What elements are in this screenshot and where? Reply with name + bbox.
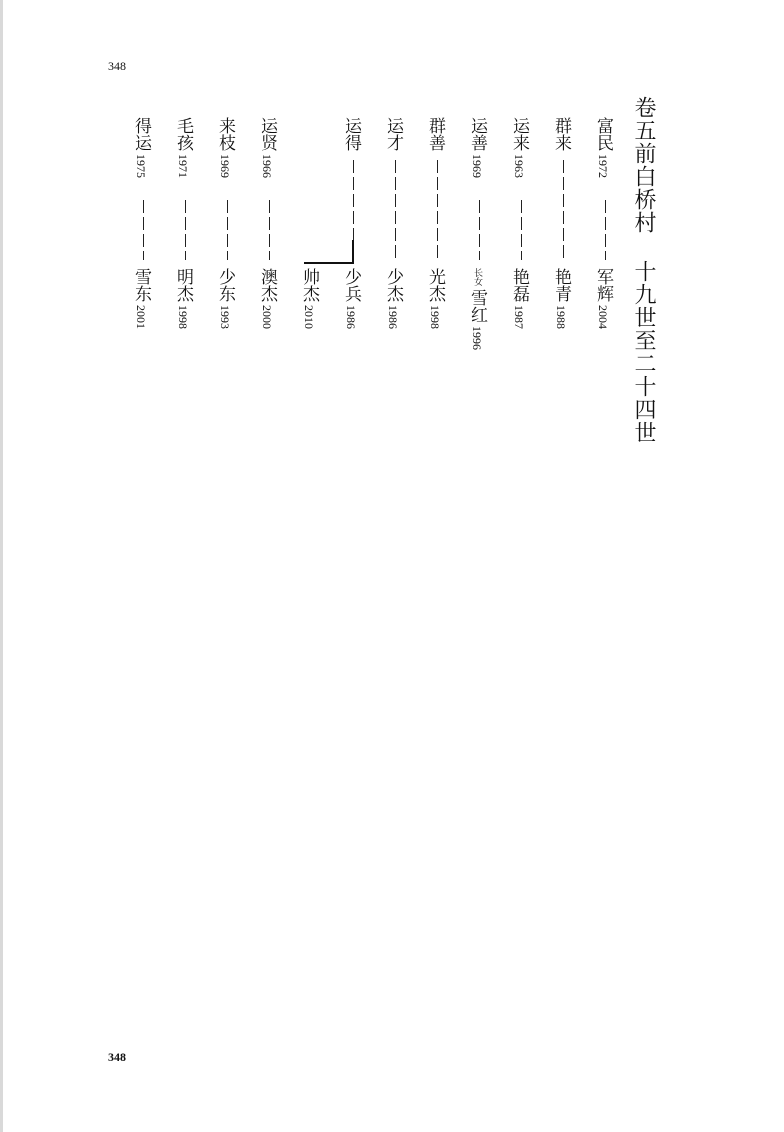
child-year: 1988 — [554, 305, 568, 329]
parent-name: 来枝 — [215, 117, 235, 151]
child-name: 军辉 — [593, 268, 613, 302]
child-year: 1986 — [386, 305, 400, 329]
parent-year: 1975 — [134, 154, 148, 178]
child-year: 1998 — [428, 305, 442, 329]
parent-name: 运才 — [383, 117, 403, 151]
parent-year: 1969 — [470, 154, 484, 178]
child-year: 2004 — [596, 305, 610, 329]
connector-line — [269, 200, 270, 260]
parent-name: 群来 — [551, 117, 571, 151]
child-name: 少兵 — [341, 268, 361, 302]
parent-year: 1963 — [512, 154, 526, 178]
branch-horizontal-line — [304, 262, 354, 264]
child-year: 1996 — [470, 326, 484, 350]
child-entry — [384, 268, 401, 329]
connector-line — [563, 160, 564, 260]
page-title — [632, 96, 654, 444]
parent-entry — [342, 117, 359, 151]
parent-entry — [594, 117, 611, 178]
child-name: 明杰 — [173, 268, 193, 302]
parent-entry — [468, 117, 485, 178]
parent-name: 运得 — [341, 117, 361, 151]
child-year: 2001 — [134, 305, 148, 329]
child-year: 2010 — [302, 305, 316, 329]
branch-vertical-line — [352, 240, 354, 264]
child-entry — [258, 268, 275, 329]
parent-name: 运善 — [467, 117, 487, 151]
child-note: 长女 — [472, 268, 482, 286]
child-entry — [510, 268, 527, 329]
parent-year: 1969 — [218, 154, 232, 178]
child-name: 少东 — [215, 268, 235, 302]
parent-name: 得运 — [131, 117, 151, 151]
parent-entry — [216, 117, 233, 178]
child-entry — [300, 268, 317, 329]
parent-entry — [132, 117, 149, 178]
child-name: 艳青 — [551, 268, 571, 302]
parent-name: 富民 — [593, 117, 613, 151]
child-year: 2000 — [260, 305, 274, 329]
child-year: 1993 — [218, 305, 232, 329]
title-volume: 卷五前白桥村 — [631, 96, 656, 234]
child-entry — [132, 268, 149, 329]
connector-line — [185, 200, 186, 260]
child-year: 1998 — [176, 305, 190, 329]
page-number-bottom: 348 — [108, 1050, 126, 1064]
child-name: 雪东 — [131, 268, 151, 302]
child-entry — [468, 268, 485, 350]
child-entry — [426, 268, 443, 329]
child-entry — [552, 268, 569, 329]
parent-name: 群善 — [425, 117, 445, 151]
child-name: 帅杰 — [299, 268, 319, 302]
child-year: 1987 — [512, 305, 526, 329]
title-generations: 十九世至二十四世 — [631, 260, 656, 444]
parent-entry — [510, 117, 527, 178]
parent-year: 1972 — [596, 154, 610, 178]
child-name: 雪红 — [467, 289, 487, 323]
page-edge — [0, 0, 3, 1132]
parent-name: 运来 — [509, 117, 529, 151]
child-year: 1986 — [344, 305, 358, 329]
child-entry — [594, 268, 611, 329]
connector-line — [227, 200, 228, 260]
child-entry — [342, 268, 359, 329]
connector-line — [479, 200, 480, 260]
page-number-top: 348 — [108, 59, 126, 73]
parent-entry — [384, 117, 401, 151]
parent-entry — [426, 117, 443, 151]
parent-entry — [552, 117, 569, 151]
child-name: 少杰 — [383, 268, 403, 302]
child-name: 艳磊 — [509, 268, 529, 302]
parent-entry — [258, 117, 275, 178]
connector-line — [395, 160, 396, 260]
child-name: 光杰 — [425, 268, 445, 302]
child-name: 澳杰 — [257, 268, 277, 302]
child-entry — [216, 268, 233, 329]
connector-line — [143, 200, 144, 260]
parent-name: 毛孩 — [173, 117, 193, 151]
connector-line — [521, 200, 522, 260]
parent-year: 1971 — [176, 154, 190, 178]
connector-line — [437, 160, 438, 260]
connector-line — [605, 200, 606, 260]
parent-year: 1966 — [260, 154, 274, 178]
child-entry — [174, 268, 191, 329]
parent-entry — [174, 117, 191, 178]
parent-name: 运贤 — [257, 117, 277, 151]
